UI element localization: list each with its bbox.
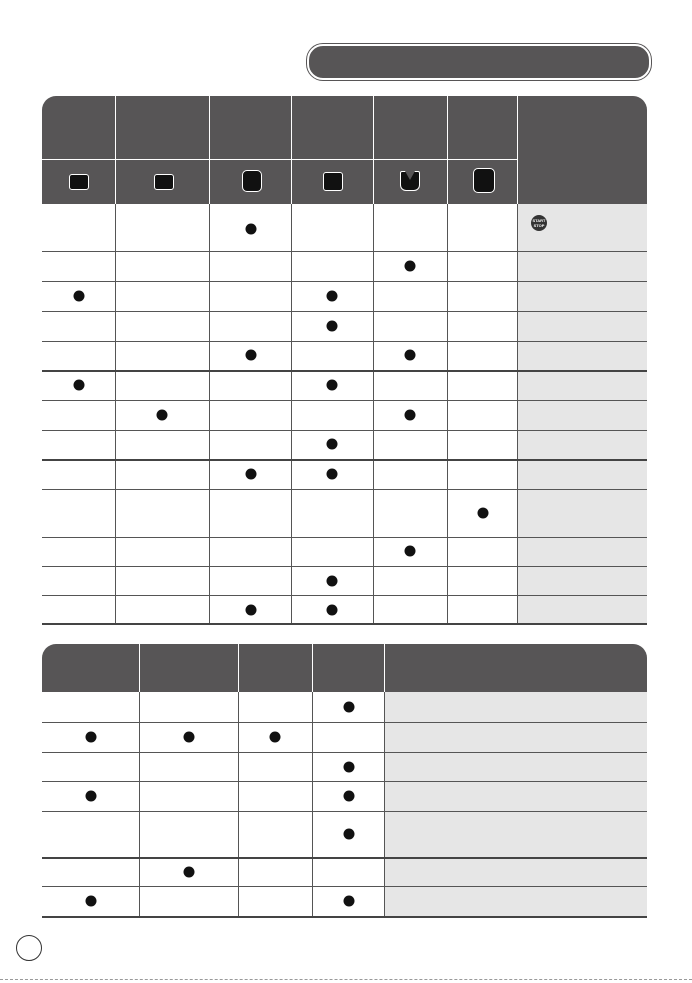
table-2-dot (184, 867, 195, 878)
cup-icon (69, 174, 89, 190)
table-1-dot (74, 380, 85, 391)
table-2-header (42, 644, 647, 692)
table-1-dot (157, 410, 168, 421)
tall-jar-icon (473, 168, 495, 193)
title-bar (307, 44, 651, 80)
table-1-header (42, 96, 647, 204)
table-1-dot (478, 508, 489, 519)
table-2-dot (344, 762, 355, 773)
table-1-dot (327, 469, 338, 480)
table-2-notes-column (385, 692, 647, 916)
table-2-dot (344, 896, 355, 907)
table-1-dot (405, 261, 416, 272)
table-1-dot (405, 350, 416, 361)
table-1-dot (327, 576, 338, 587)
start-stop-icon (531, 215, 547, 231)
table-1-dot (327, 605, 338, 616)
page-number-circle (16, 935, 42, 961)
table-1-dot (74, 291, 85, 302)
table-2-dot (86, 896, 97, 907)
table-1-notes-column (518, 204, 647, 624)
jar-icon (242, 170, 262, 192)
table-2-dot (344, 829, 355, 840)
table-1-dot (327, 439, 338, 450)
table-1-dot (405, 410, 416, 421)
table-1-dot (327, 380, 338, 391)
table-1-dot (405, 546, 416, 557)
table-1-dot (327, 291, 338, 302)
table-1-dot (327, 321, 338, 332)
table-2-dot (344, 702, 355, 713)
table-1-dot (246, 469, 257, 480)
cut-line (0, 979, 692, 980)
table-1-dot (246, 350, 257, 361)
start-stop-label: START STOP (532, 218, 546, 228)
square-pot-icon (323, 172, 343, 191)
table-2-dot (86, 732, 97, 743)
table-2-dot (270, 732, 281, 743)
table-1-dot (246, 224, 257, 235)
cup-icon (154, 174, 174, 190)
table-2-dot (86, 791, 97, 802)
table-2-dot (344, 791, 355, 802)
table-1-dot (246, 605, 257, 616)
table-2-dot (184, 732, 195, 743)
